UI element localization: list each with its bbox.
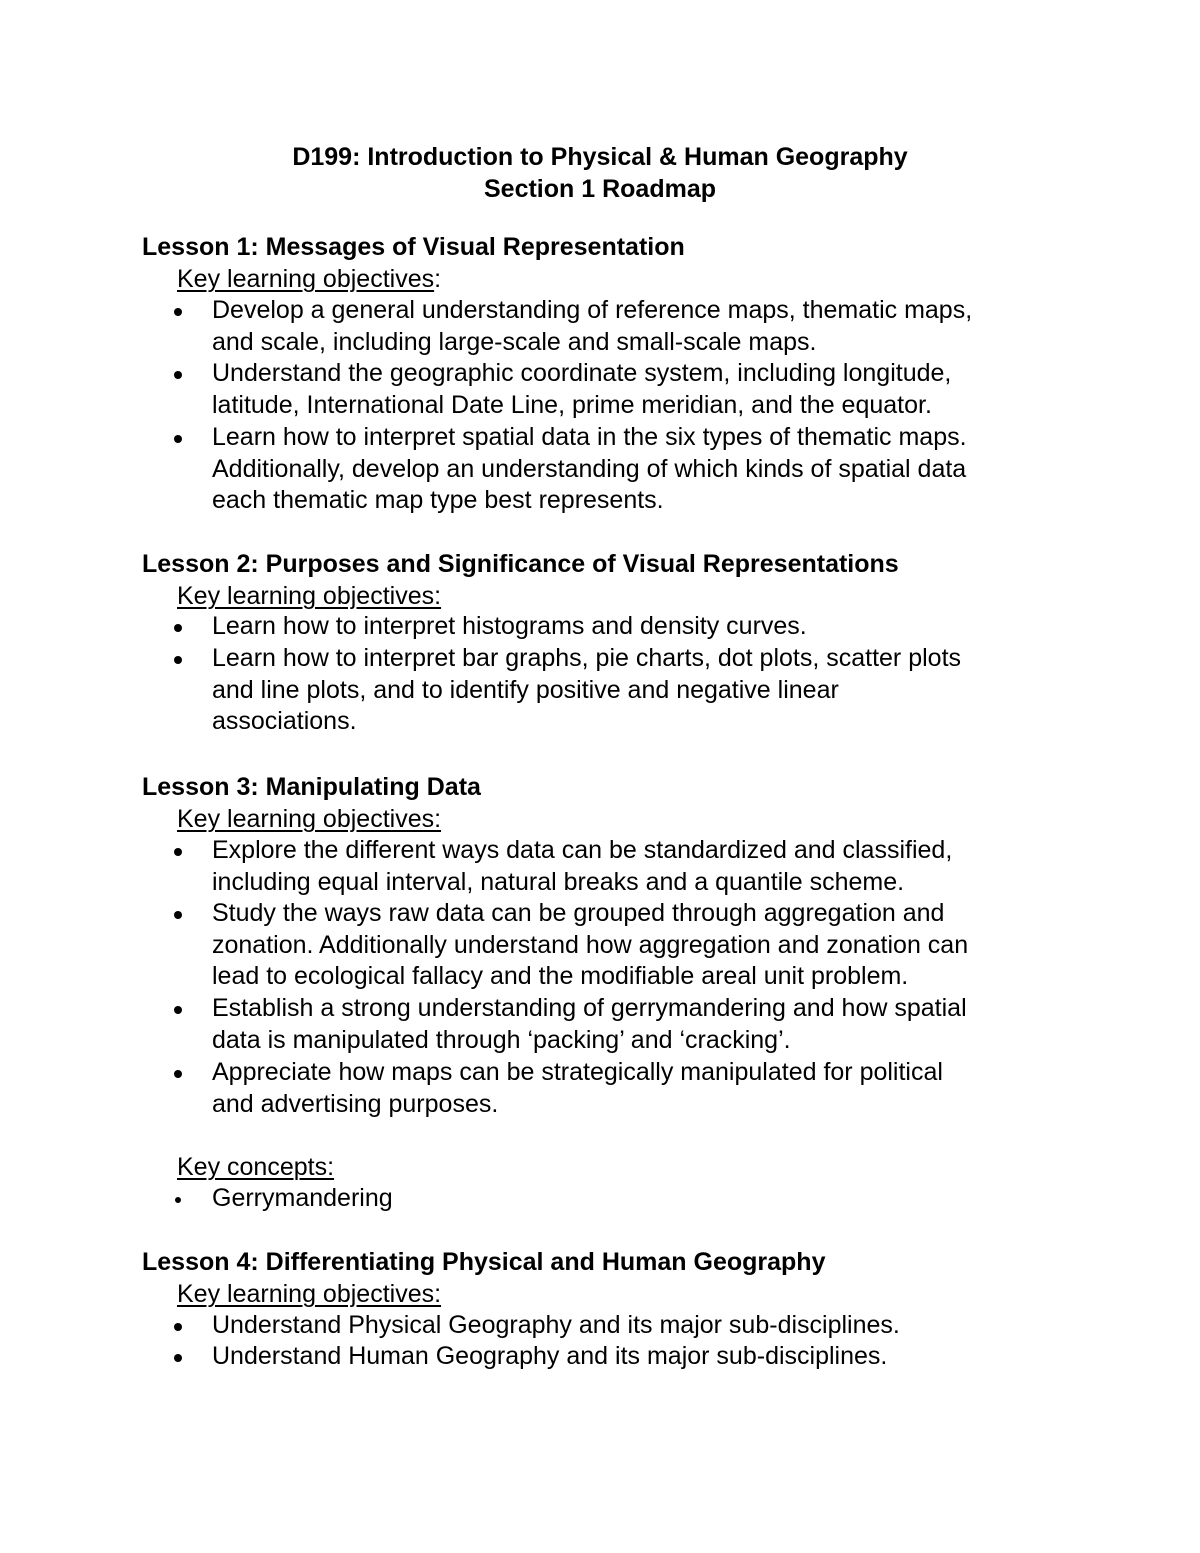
lesson-3-objective-2 (174, 898, 1054, 993)
objectives-label-text: Key learning objectives: (177, 582, 442, 610)
objective-line: data is manipulated through ‘packing’ and ‘cracking’. (212, 1025, 791, 1054)
objective-line: lead to ecological fallacy and the modifiable areal unit problem. (212, 962, 909, 990)
lesson-4-objectives-label (177, 1278, 441, 1310)
objective-line: latitude, International Date Line, prime meridian, and the equator. (212, 390, 932, 419)
objective-line: Understand the geographic coordinate system, including longitude, (212, 359, 952, 387)
bullet-icon (174, 1070, 182, 1078)
objective-line: Additionally, develop an understanding of which kinds of spatial data (212, 454, 967, 483)
objective-line: including equal interval, natural breaks and a quantile scheme. (212, 867, 905, 896)
objective-line: Learn how to interpret histograms and density curves. (212, 612, 807, 640)
lesson-3-heading: Lesson 3: Manipulating Data (142, 773, 481, 801)
objective-line: Appreciate how maps can be strategically manipulated for political (212, 1058, 943, 1086)
lesson-3-objectives-label (177, 803, 441, 835)
bullet-icon (174, 624, 182, 632)
bullet-icon (174, 911, 182, 919)
objective-line: Learn how to interpret spatial data in the six types of thematic maps. (212, 423, 967, 451)
lesson-4-objective-1 (174, 1310, 1054, 1342)
bullet-icon (174, 371, 182, 379)
objective-line: Understand Human Geography and its major sub-disciplines. (212, 1342, 888, 1370)
lesson-1-heading: Lesson 1: Messages of Visual Representation (142, 233, 685, 261)
lesson-1-objectives-label (177, 263, 441, 295)
objective-line: Study the ways raw data can be grouped through aggregation and (212, 899, 945, 927)
concepts-label-text: Key concepts: (177, 1153, 335, 1181)
lesson-2-objective-2 (174, 643, 1054, 738)
objective-line: Establish a strong understanding of gerrymandering and how spatial (212, 994, 967, 1022)
bullet-icon (174, 435, 182, 443)
lesson-3-objective-3 (174, 993, 1054, 1056)
objective-line: and line plots, and to identify positive and negative linear (212, 675, 839, 704)
objective-line: associations. (212, 707, 357, 735)
objective-line: Develop a general understanding of reference maps, thematic maps, (212, 296, 973, 324)
lesson-4-heading: Lesson 4: Differentiating Physical and Human Geography (142, 1248, 826, 1276)
objective-line: zonation. Additionally understand how aggregation and zonation can (212, 930, 969, 959)
objective-line: and advertising purposes. (212, 1089, 499, 1118)
lesson-2-objectives-label (177, 580, 441, 612)
objectives-label-text: Key learning objectives: (177, 1280, 442, 1308)
lesson-3-concepts-label (177, 1151, 334, 1183)
bullet-icon (174, 1006, 182, 1014)
bullet-icon (174, 848, 182, 856)
lesson-4-objective-2 (174, 1341, 1054, 1373)
lesson-3-objective-4 (174, 1057, 1054, 1120)
objective-line: Explore the different ways data can be standardized and classified, (212, 836, 953, 864)
objective-line: Understand Physical Geography and its major sub-disciplines. (212, 1311, 900, 1339)
objectives-label-text: Key learning objectives: (177, 805, 442, 833)
bullet-icon (174, 1323, 182, 1331)
lesson-3-concept-1 (174, 1183, 1054, 1215)
objectives-label-colon: : (434, 265, 442, 293)
document-title: D199: Introduction to Physical & Human Geography (292, 143, 908, 171)
bullet-icon (174, 656, 182, 664)
lesson-3-objective-1 (174, 835, 1054, 898)
objective-line: each thematic map type best represents. (212, 486, 664, 514)
objective-line: Learn how to interpret bar graphs, pie charts, dot plots, scatter plots (212, 644, 962, 672)
bullet-icon (174, 308, 182, 316)
bullet-icon (174, 1354, 182, 1362)
objective-line: and scale, including large-scale and small-scale maps. (212, 327, 817, 356)
lesson-2-heading: Lesson 2: Purposes and Significance of Visual Representations (142, 550, 899, 578)
lesson-1-objective-1 (174, 295, 1054, 358)
document-subtitle: Section 1 Roadmap (484, 175, 716, 203)
lesson-1-objective-2 (174, 358, 1054, 421)
bullet-icon (175, 1197, 181, 1203)
concept-line: Gerrymandering (212, 1184, 393, 1212)
lesson-2-objective-1 (174, 611, 1054, 643)
objectives-label-text: Key learning objectives (177, 265, 435, 293)
lesson-1-objective-3 (174, 422, 1054, 517)
